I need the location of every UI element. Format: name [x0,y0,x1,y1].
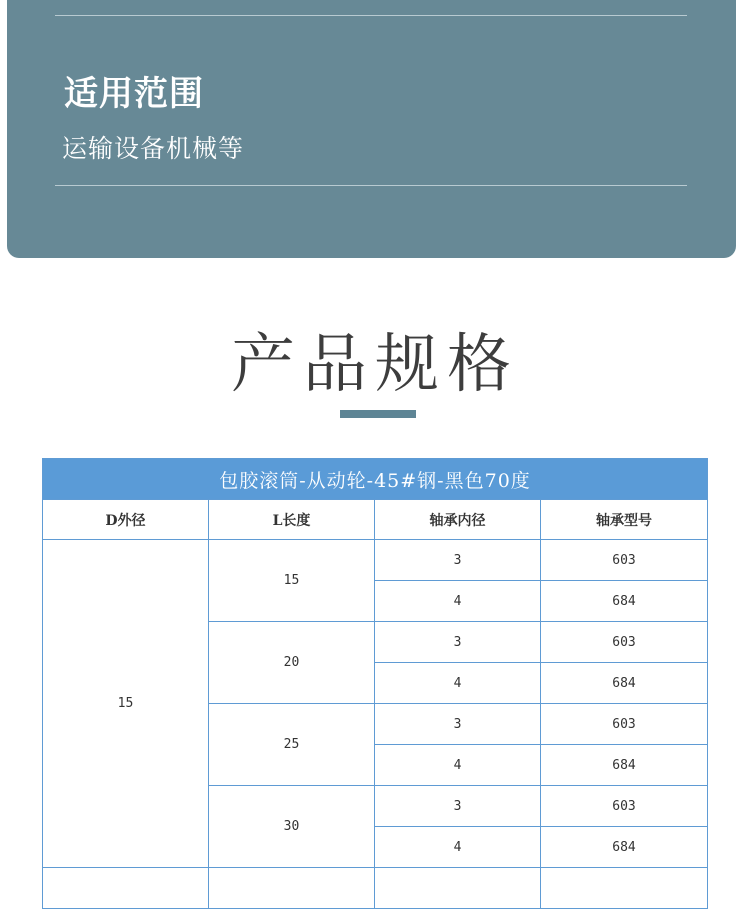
bearing-model-cell: 684 [541,745,708,786]
application-scope-panel [7,0,736,258]
scope-title: 适用范围 [64,74,204,114]
empty-cell [541,868,708,909]
table-caption: 包胶滚筒-从动轮-45#钢-黑色70度 [43,459,708,500]
header-bearing-inner-diameter: 轴承内径 [375,500,541,540]
length-cell: 15 [209,540,375,622]
bearing-model-cell: 684 [541,827,708,868]
bearing-model-cell: 603 [541,786,708,827]
inner-diameter-cell: 4 [375,663,541,704]
empty-cell [209,868,375,909]
table-row [43,868,708,909]
header-bearing-model: 轴承型号 [541,500,708,540]
bearing-model-cell: 603 [541,704,708,745]
scope-text: 运输设备机械等 [62,134,245,163]
bearing-model-cell: 603 [541,540,708,581]
empty-cell [375,868,541,909]
table-row [43,540,708,581]
header-outer-diameter: D外径 [43,500,209,540]
length-cell: 25 [209,704,375,786]
inner-diameter-cell: 3 [375,622,541,663]
panel-top-divider [55,15,687,16]
table-title-row [43,459,708,500]
inner-diameter-cell: 3 [375,540,541,581]
bearing-model-cell: 684 [541,581,708,622]
table-header-row [43,500,708,540]
length-cell: 20 [209,622,375,704]
spec-table [42,458,708,909]
inner-diameter-cell: 4 [375,581,541,622]
bearing-model-cell: 603 [541,622,708,663]
spec-title: 产品规格 [231,328,519,402]
title-underline [340,410,416,418]
inner-diameter-cell: 4 [375,745,541,786]
length-cell: 30 [209,786,375,868]
empty-cell [43,868,209,909]
outer-diameter-cell: 15 [43,540,209,868]
inner-diameter-cell: 3 [375,704,541,745]
header-length: L长度 [209,500,375,540]
bearing-model-cell: 684 [541,663,708,704]
inner-diameter-cell: 3 [375,786,541,827]
panel-bottom-divider [55,185,687,186]
inner-diameter-cell: 4 [375,827,541,868]
